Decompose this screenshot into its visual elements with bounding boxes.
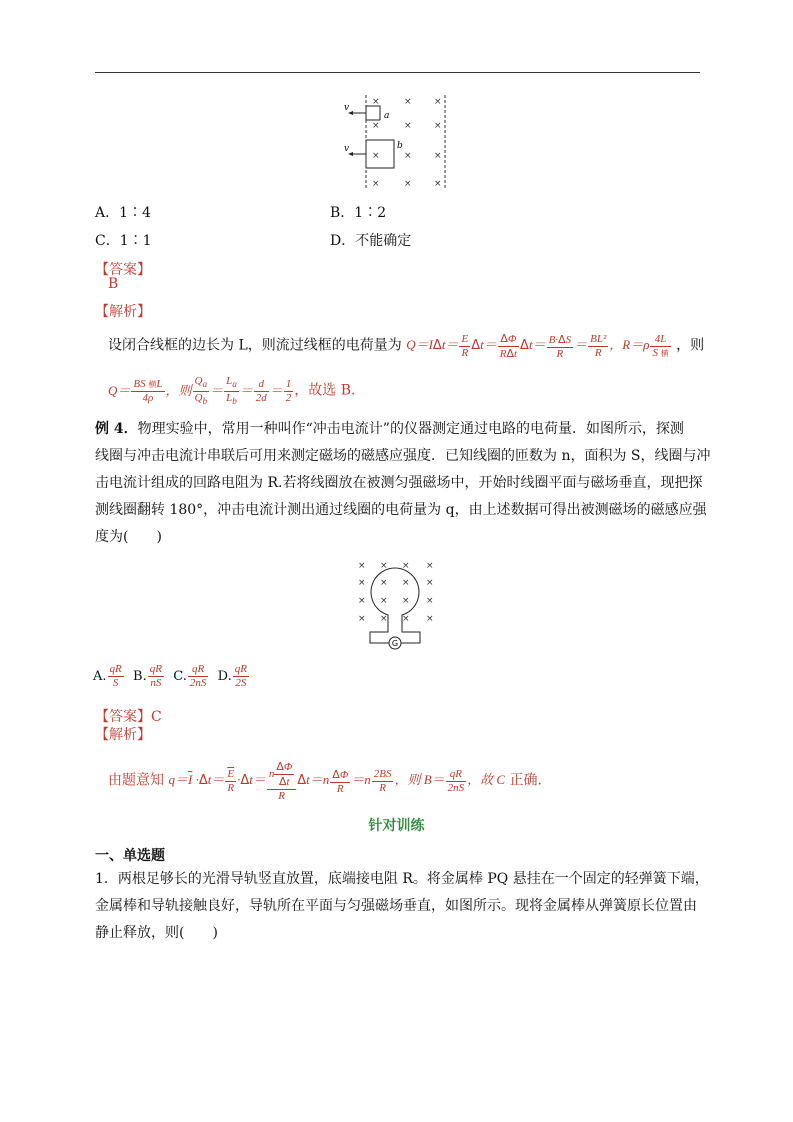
figure-two-loops-magnetic-field bbox=[330, 90, 455, 195]
svg-text:×: × bbox=[434, 179, 442, 189]
svg-text:×: × bbox=[402, 578, 410, 588]
ex4-option-a-formula: $\frac{qR}{S}$ bbox=[109, 663, 122, 689]
ex4-option-d-formula: $\frac{qR}{2S}$ bbox=[234, 663, 247, 689]
example-4-line-1: 物理实验中，常用一种叫作“冲击电流计”的仪器测定通过电路的电荷量．如图所示，探测 bbox=[137, 421, 684, 437]
section-heading: 一、单选题 bbox=[95, 848, 165, 864]
ex4-answer-row bbox=[95, 706, 162, 726]
option-b: B．1∶2 bbox=[330, 205, 387, 221]
ex4-answer-value: C bbox=[151, 709, 162, 725]
answer-label: 【答案】 bbox=[95, 262, 151, 278]
field-crosses bbox=[358, 561, 434, 624]
svg-text:×: × bbox=[372, 151, 380, 161]
svg-text:×: × bbox=[404, 121, 412, 131]
ex4-analysis-line bbox=[108, 760, 542, 803]
analysis-line-1 bbox=[108, 332, 704, 361]
ex4-derivation-formula: $q=\overline{I} \cdot\Delta t=$ $\frac{\overline{E}}{R}$ ·Δt＝ n $\frac{\Delta\Phi}{\Delta t}$ R Δt＝n $\frac{\Delta\Phi}{R}$ ＝n $\frac{2BS}{R}$ ，则 B＝ $\frac{qR}{2nS}$ ，故 C bbox=[168, 760, 506, 802]
analysis-line-2 bbox=[108, 375, 356, 408]
ex4-option-a-label: A. bbox=[93, 669, 107, 684]
svg-text:×: × bbox=[404, 151, 412, 161]
loop-b bbox=[366, 140, 394, 168]
section-title: 针对训练 bbox=[368, 818, 425, 834]
field-crosses bbox=[372, 97, 442, 189]
svg-text:×: × bbox=[404, 97, 412, 107]
example-4-line-5: 度为( ) bbox=[95, 529, 162, 545]
answer-value: B bbox=[108, 276, 119, 292]
analysis-then-text: ，则 bbox=[676, 337, 705, 354]
svg-text:×: × bbox=[358, 614, 366, 624]
ex4-analysis-end: 正确. bbox=[509, 772, 542, 789]
svg-text:×: × bbox=[402, 561, 410, 571]
example-4-line-3: 击电流计组成的回路电阻为 R.若将线圈放在被测匀强磁场中，开始时线圈平面与磁场垂直，现把探 bbox=[95, 475, 703, 491]
svg-text:×: × bbox=[372, 179, 380, 189]
figure-coil-galvanometer bbox=[350, 558, 440, 653]
option-a: A．1∶4 bbox=[95, 205, 151, 221]
label-a: a bbox=[384, 111, 390, 121]
ex4-analysis-label: 【解析】 bbox=[95, 727, 151, 743]
svg-text:×: × bbox=[372, 97, 380, 107]
ex4-analysis-intro: 由题意知 bbox=[108, 772, 164, 789]
label-v-b: v bbox=[344, 144, 350, 154]
svg-text:×: × bbox=[380, 614, 388, 624]
svg-text:×: × bbox=[358, 578, 366, 588]
example-4-line-2: 线圈与冲击电流计串联后可用来测定磁场的磁感应强度．已知线圈的匝数为 n，面积为 S，线圈与冲 bbox=[95, 448, 711, 464]
ex4-option-c-formula: $\frac{qR}{2nS}$ bbox=[189, 663, 207, 689]
loop-a bbox=[366, 106, 380, 120]
svg-text:×: × bbox=[434, 121, 442, 131]
svg-text:×: × bbox=[426, 596, 434, 606]
example-4-question bbox=[95, 416, 711, 551]
svg-text:×: × bbox=[426, 614, 434, 624]
ex4-option-b-formula: $\frac{qR}{nS}$ bbox=[149, 663, 162, 689]
label-v-a: v bbox=[344, 103, 350, 113]
header-rule bbox=[95, 72, 700, 73]
svg-text:×: × bbox=[380, 578, 388, 588]
analysis-end-text: ，故选 B. bbox=[294, 382, 356, 399]
ratio-formula: Q＝ $\frac{\text{BS 横L}}{4\rho}$ ，则 $\frac{Q_a}{Q_b}$ ＝ $\frac{L_a}{L_b}$ ＝ $\frac{d}{2d}$ ＝ $\frac{1}{2}$ bbox=[108, 375, 292, 407]
svg-text:×: × bbox=[402, 614, 410, 624]
svg-text:×: × bbox=[404, 179, 412, 189]
example-4-line-4: 测线圈翻转 180°，冲击电流计测出通过线圈的电荷量为 q，由上述数据可得出被测磁场的磁感应强 bbox=[95, 502, 707, 518]
ex4-answer-label: 【答案】 bbox=[95, 709, 151, 725]
question-1-line-2: 金属棒和导轨接触良好，导轨所在平面与匀强磁场垂直，如图所示。现将金属棒从弹簧原长位置由 bbox=[95, 898, 697, 914]
question-1-line-3: 静止释放，则( ) bbox=[95, 925, 218, 941]
analysis-label: 【解析】 bbox=[95, 304, 151, 320]
example-4-options bbox=[93, 663, 250, 690]
charge-formula: Q＝IΔt＝ $\frac{E}{R}$ Δt＝ $\frac{\Delta\Phi}{\text{RΔt}}$ Δt＝ $\frac{B\cdot\Delta S}{R}$ ＝ $\frac{\text{BL²}}{R}$ ，R＝ρ $\frac{4L}{\text{S 横}}$ bbox=[406, 332, 669, 360]
svg-text:×: × bbox=[380, 596, 388, 606]
svg-text:×: × bbox=[434, 97, 442, 107]
svg-text:×: × bbox=[426, 561, 434, 571]
analysis-intro-text: 设闭合线框的边长为 L，则流过线框的电荷量为 bbox=[108, 337, 402, 354]
option-d: D．不能确定 bbox=[330, 233, 412, 249]
ex4-option-c-label: C. bbox=[173, 669, 187, 684]
galvanometer-label: G bbox=[391, 639, 399, 648]
label-b: b bbox=[397, 141, 403, 151]
option-c: C．1∶1 bbox=[95, 233, 152, 249]
svg-text:×: × bbox=[402, 596, 410, 606]
ex4-option-d-label: D. bbox=[217, 669, 232, 684]
example-4-title: 例 4． bbox=[95, 421, 138, 437]
svg-text:×: × bbox=[358, 596, 366, 606]
question-1-line-1: 1．两根足够长的光滑导轨竖直放置，底端接电阻 R。将金属棒 PQ 悬挂在一个固定的轻弹簧下端， bbox=[95, 871, 709, 887]
question-1 bbox=[95, 866, 709, 947]
svg-text:×: × bbox=[434, 151, 442, 161]
svg-text:×: × bbox=[426, 578, 434, 588]
ex4-option-b-label: B. bbox=[133, 669, 147, 684]
coil-circuit bbox=[370, 568, 420, 643]
svg-text:×: × bbox=[358, 561, 366, 571]
svg-text:×: × bbox=[372, 121, 380, 131]
svg-text:×: × bbox=[380, 561, 388, 571]
